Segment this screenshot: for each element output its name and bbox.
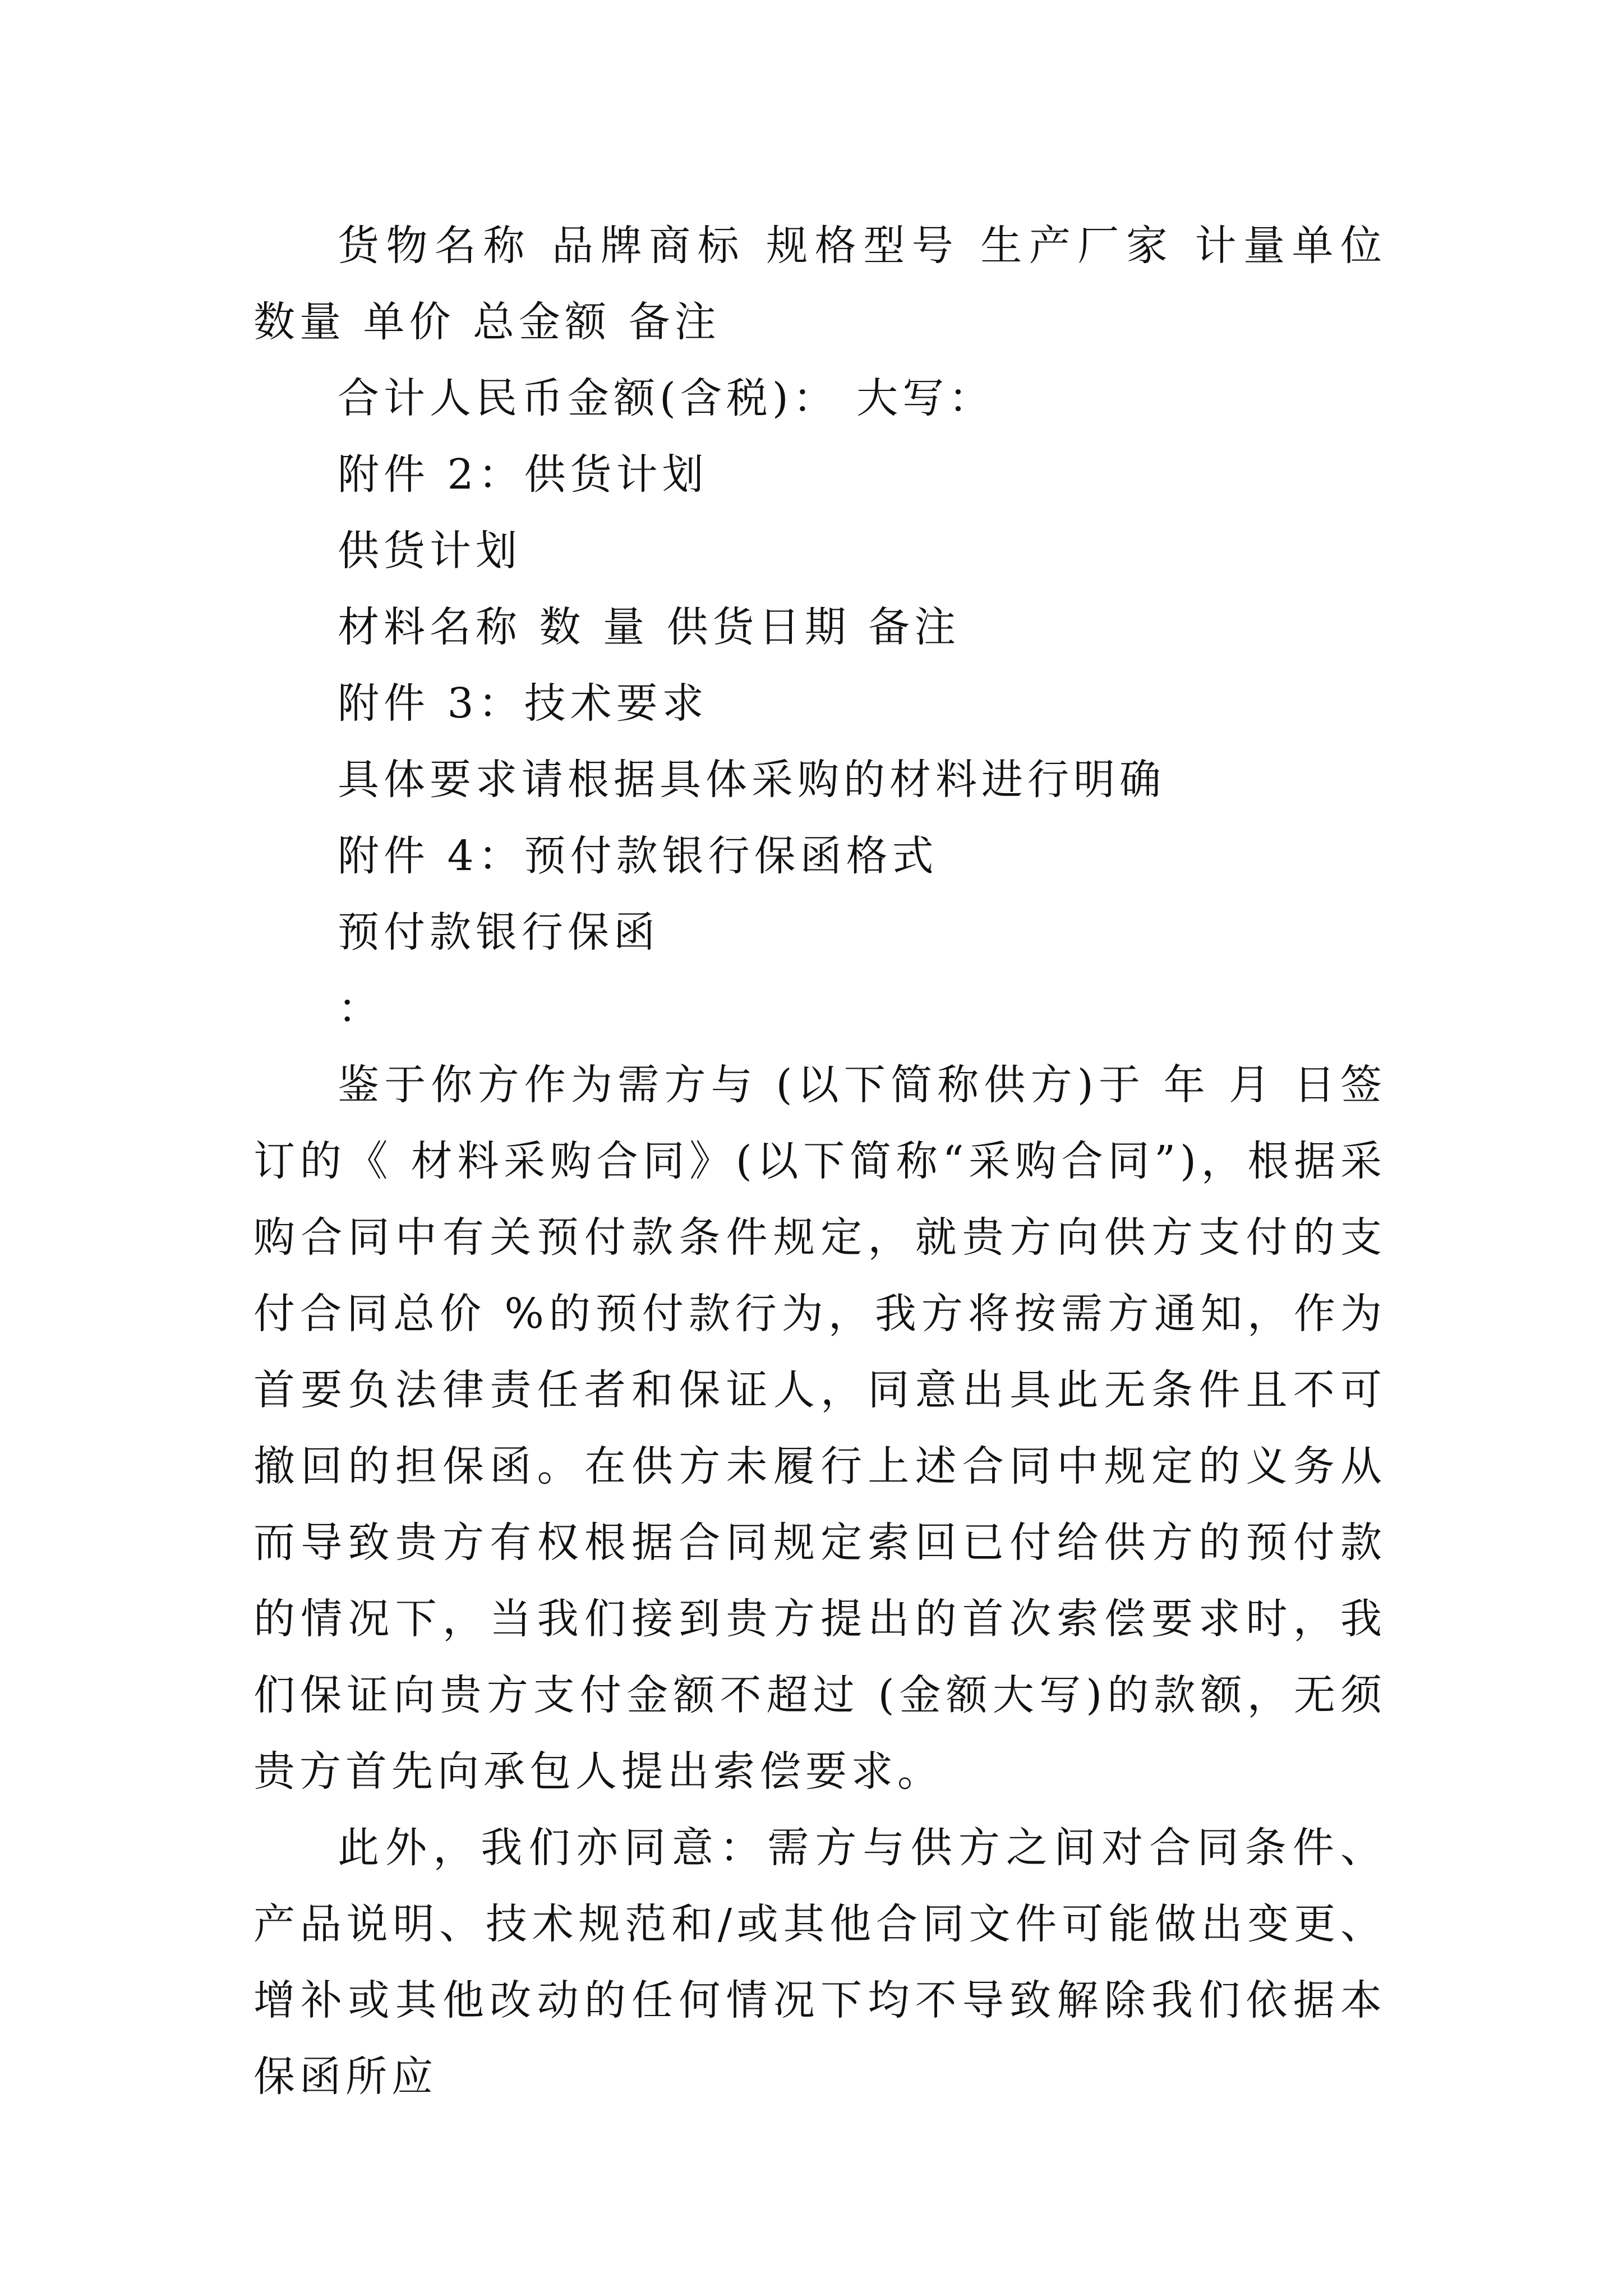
document-body xyxy=(253,208,1386,2115)
appendix-2-heading: 附件 2：供货计划 xyxy=(338,450,708,499)
technical-requirements-text: 具体要求请根据具体采购的材料进行明确 xyxy=(338,756,1165,804)
appendix-3-heading: 附件 3：技术要求 xyxy=(338,679,708,728)
supply-plan-title: 供货计划 xyxy=(338,527,522,575)
addressee-line: ： xyxy=(338,984,384,1033)
total-amount-line: 合计人民币金额(含税)： 大写： xyxy=(338,374,995,422)
goods-table-header: 货物名称 品牌商标 规格型号 生产厂家 计量单位 数量 单价 总金额 备注 xyxy=(253,222,1386,346)
guarantee-paragraph-2: 此外，我们亦同意：需方与供方之间对合同条件、产品说明、技术规范和/或其他合同文件可能做出变更、增补或其他改动的任何情况下均不导致解除我们依据本保函所应 xyxy=(253,1824,1386,2101)
guarantee-paragraph-1: 鉴于你方作为需方与 (以下简称供方)于 年 月 日签订的《 材料采购合同》(以下简称“采购合同”)，根据采购合同中有关预付款条件规定，就贵方向供方支付的支付合同总价 %的预付款行为，我方将按需方通知，作为首要负法律责任者和保证人，同意出具此无条件且不可撤回的担保函。在供方未履行上述合同中规定的义务从而导致贵方有权根据合同规定索回已付给供方的预付款的情况下，当我们接到贵方提出的首次索偿要求时，我们保证向贵方支付金额不超过 (金额大写)的款额，无须贵方首先向承包人提出索偿要求。 xyxy=(253,1061,1386,1796)
appendix-4-heading: 附件 4：预付款银行保函格式 xyxy=(338,832,938,880)
supply-plan-header: 材料名称 数 量 供货日期 备注 xyxy=(338,603,961,651)
guarantee-title: 预付款银行保函 xyxy=(338,908,660,956)
